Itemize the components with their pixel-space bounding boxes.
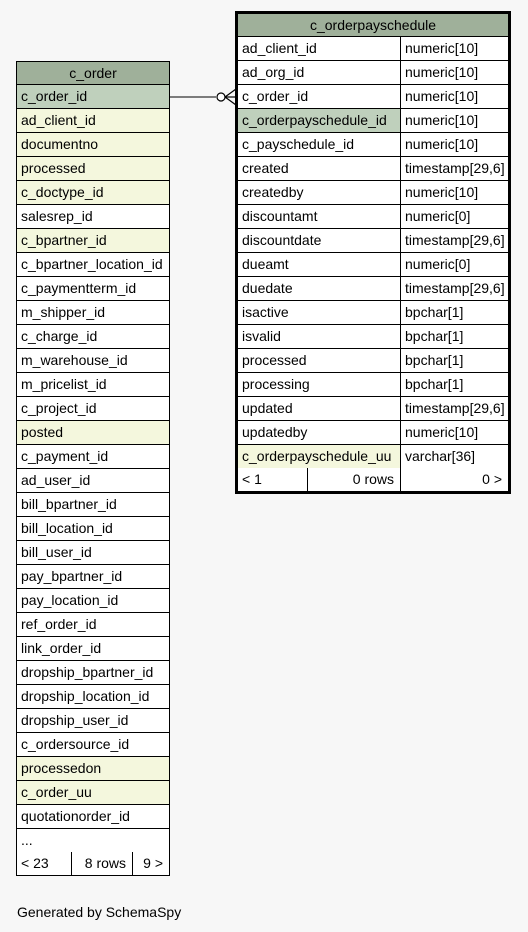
table-row[interactable] <box>17 85 169 109</box>
table-c-order[interactable] <box>16 61 170 876</box>
column-name[interactable]: discountdate <box>238 229 401 252</box>
table-row[interactable] <box>238 229 508 253</box>
column-type: numeric[10] <box>405 184 479 200</box>
column-name[interactable]: documentno <box>17 133 169 156</box>
zero-cardinality-icon <box>217 93 225 101</box>
table-row[interactable] <box>17 253 169 277</box>
column-type: timestamp[29,6] <box>405 280 505 296</box>
column-type: numeric[10] <box>405 88 479 104</box>
children-count[interactable]: 9 > <box>143 855 163 871</box>
column-name[interactable]: ad_client_id <box>17 109 169 132</box>
column-name[interactable]: pay_location_id <box>21 592 119 608</box>
column-type: timestamp[29,6] <box>405 232 505 248</box>
column-type: bpchar[1] <box>405 304 464 320</box>
column-name[interactable]: createdby <box>238 181 401 204</box>
table-row[interactable] <box>17 373 169 397</box>
generated-by-label: Generated by SchemaSpy <box>17 904 182 920</box>
column-name[interactable]: ... <box>21 832 33 848</box>
column-name[interactable]: c_project_id <box>21 400 97 416</box>
column-type: bpchar[1] <box>405 352 464 368</box>
table-row[interactable] <box>17 589 169 613</box>
table-row[interactable] <box>17 157 169 181</box>
column-name[interactable]: ad_org_id <box>238 61 401 84</box>
table-row[interactable] <box>17 613 169 637</box>
table-row[interactable] <box>238 445 508 468</box>
table-title[interactable]: c_order <box>17 62 169 85</box>
table-row[interactable] <box>238 109 508 133</box>
table-footer <box>238 468 508 491</box>
table-row[interactable] <box>238 37 508 61</box>
table-footer <box>17 852 169 875</box>
column-name[interactable]: c_orderpayschedule_id <box>238 109 401 132</box>
column-name[interactable]: updated <box>238 397 401 420</box>
table-row[interactable] <box>17 829 169 852</box>
column-name[interactable]: c_bpartner_id <box>17 229 169 252</box>
table-row[interactable] <box>17 757 169 781</box>
parents-count[interactable]: < 1 <box>238 468 308 491</box>
table-row[interactable] <box>238 157 508 181</box>
table-row[interactable] <box>17 637 169 661</box>
column-type: varchar[36] <box>405 448 476 464</box>
column-name[interactable]: m_warehouse_id <box>21 352 128 368</box>
table-row[interactable] <box>238 301 508 325</box>
column-type: numeric[10] <box>405 424 479 440</box>
column-type: numeric[10] <box>405 40 479 56</box>
column-name[interactable]: isvalid <box>238 325 401 348</box>
table-row[interactable] <box>17 565 169 589</box>
column-name[interactable]: c_doctype_id <box>17 181 169 204</box>
table-row[interactable] <box>17 109 169 133</box>
column-name[interactable]: c_ordersource_id <box>21 736 130 752</box>
children-count[interactable]: 0 > <box>482 471 502 487</box>
column-name[interactable]: pay_bpartner_id <box>21 568 123 584</box>
column-name[interactable]: c_orderpayschedule_uu <box>238 445 401 468</box>
column-name[interactable]: m_shipper_id <box>21 304 106 320</box>
column-name[interactable]: discountamt <box>238 205 401 228</box>
table-row[interactable] <box>238 397 508 421</box>
column-name[interactable]: processed <box>17 157 169 180</box>
table-row[interactable] <box>17 661 169 685</box>
column-name[interactable]: c_bpartner_location_id <box>21 256 163 272</box>
rows-count: 0 rows <box>308 468 401 491</box>
column-type: bpchar[1] <box>405 376 464 392</box>
table-title[interactable]: c_orderpayschedule <box>238 14 508 37</box>
column-name[interactable]: dropship_location_id <box>21 688 150 704</box>
table-row[interactable] <box>17 445 169 469</box>
column-name[interactable]: bill_location_id <box>21 520 113 536</box>
table-row[interactable] <box>17 205 169 229</box>
column-type: numeric[10] <box>405 136 479 152</box>
table-row[interactable] <box>238 85 508 109</box>
column-name[interactable]: posted <box>17 421 169 444</box>
column-name[interactable]: salesrep_id <box>21 208 93 224</box>
table-row[interactable] <box>17 493 169 517</box>
table-row[interactable] <box>17 541 169 565</box>
column-name[interactable]: dueamt <box>238 253 401 276</box>
column-name[interactable]: updatedby <box>238 421 401 444</box>
table-row[interactable] <box>17 781 169 805</box>
column-name[interactable]: c_order_uu <box>17 781 169 804</box>
column-type: timestamp[29,6] <box>405 160 505 176</box>
column-name[interactable]: ref_order_id <box>21 616 97 632</box>
table-row[interactable] <box>17 181 169 205</box>
table-row[interactable] <box>238 253 508 277</box>
table-row[interactable] <box>17 421 169 445</box>
column-name[interactable]: quotationorder_id <box>21 808 130 824</box>
column-name[interactable]: duedate <box>238 277 401 300</box>
column-name[interactable]: ad_user_id <box>21 472 91 488</box>
column-type: bpchar[1] <box>405 328 464 344</box>
table-row[interactable] <box>17 349 169 373</box>
column-name[interactable]: bill_bpartner_id <box>21 496 117 512</box>
column-name[interactable]: link_order_id <box>21 640 102 656</box>
column-name[interactable]: processing <box>238 373 401 396</box>
table-row[interactable] <box>17 325 169 349</box>
column-name[interactable]: bill_user_id <box>21 544 92 560</box>
table-row[interactable] <box>238 133 508 157</box>
column-name[interactable]: c_order_id <box>17 85 169 108</box>
column-name[interactable]: processedon <box>17 757 169 780</box>
column-name[interactable]: c_payschedule_id <box>238 133 401 156</box>
table-row[interactable] <box>17 229 169 253</box>
table-row[interactable] <box>17 469 169 493</box>
column-name[interactable]: dropship_user_id <box>21 712 129 728</box>
column-type: timestamp[29,6] <box>405 400 505 416</box>
column-type: numeric[0] <box>405 256 471 272</box>
parents-count[interactable]: < 23 <box>17 852 72 875</box>
table-row[interactable] <box>17 301 169 325</box>
column-name[interactable]: c_paymentterm_id <box>21 280 137 296</box>
column-type: numeric[10] <box>405 64 479 80</box>
table-row[interactable] <box>238 325 508 349</box>
table-row[interactable] <box>17 277 169 301</box>
column-name[interactable]: ad_client_id <box>238 37 401 60</box>
table-row[interactable] <box>17 733 169 757</box>
column-name[interactable]: c_order_id <box>238 85 401 108</box>
rows-count: 8 rows <box>72 852 133 875</box>
table-row[interactable] <box>238 421 508 445</box>
column-name[interactable]: c_payment_id <box>21 448 109 464</box>
table-row[interactable] <box>17 397 169 421</box>
table-row[interactable] <box>238 61 508 85</box>
column-name[interactable]: c_charge_id <box>21 328 98 344</box>
table-row[interactable] <box>238 373 508 397</box>
table-row[interactable] <box>17 517 169 541</box>
column-name[interactable]: processed <box>238 349 401 372</box>
table-row[interactable] <box>238 205 508 229</box>
column-name[interactable]: m_pricelist_id <box>21 376 107 392</box>
column-type: numeric[10] <box>405 112 479 128</box>
column-name[interactable]: created <box>238 157 401 180</box>
column-name[interactable]: dropship_bpartner_id <box>21 664 154 680</box>
table-row[interactable] <box>17 805 169 829</box>
table-row[interactable] <box>238 277 508 301</box>
table-row[interactable] <box>17 133 169 157</box>
table-c-orderpayschedule[interactable] <box>235 11 511 494</box>
column-name[interactable]: isactive <box>238 301 401 324</box>
table-row[interactable] <box>17 709 169 733</box>
column-type: numeric[0] <box>405 208 471 224</box>
table-row[interactable] <box>238 349 508 373</box>
table-row[interactable] <box>238 181 508 205</box>
table-row[interactable] <box>17 685 169 709</box>
